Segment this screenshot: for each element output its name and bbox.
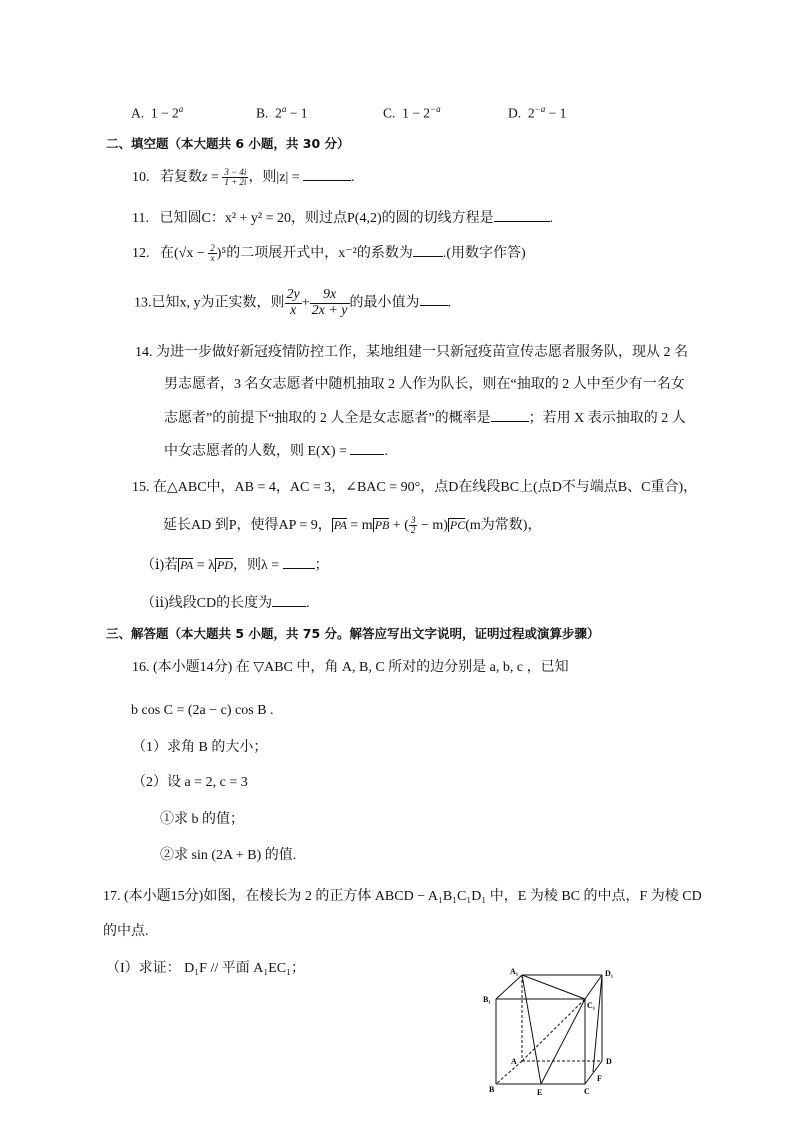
question-16-part-1: （1）求角 B 的大小；	[132, 740, 268, 755]
answer-blank-13[interactable]	[420, 293, 448, 306]
question-11: 11. 已知圆C：x² + y² = 20，则过点P(4,2)的圆的切线方程是 .	[132, 211, 554, 226]
question-16-sub-2: ②求 sin (2A + B) 的值.	[160, 848, 297, 863]
question-16-line-1: 16. (本小题14分) 在 ▽ABC 中，角 A, B, C 所对的边分别是 a, b, c ，已知	[132, 660, 569, 675]
question-14-line-4: 中女志愿者的人数，则 E(X) = .	[164, 444, 388, 459]
question-15-line-2: 延长AD 到P，使得AP = 9， PA = m PB + ( $\frac{3}{2}$ − m) PC(m为常数)，	[163, 515, 542, 536]
question-17-line-2: 的中点.	[103, 924, 149, 939]
question-17-part-1: （I）求证： D₁F // 平面 A₁EC₁；	[106, 961, 305, 976]
label-d1: D₁	[605, 969, 614, 978]
question-16-line-2: b cos C = (2a − c) cos B .	[131, 703, 274, 718]
label-c: C	[584, 1087, 590, 1096]
segment-a1-c1	[522, 975, 585, 999]
edge-a1-b1	[496, 975, 522, 999]
question-15-part-i: （ⅰ)若 PA = λ PD，则λ = ；	[141, 558, 329, 573]
answer-blank-12[interactable]	[413, 244, 443, 257]
option-a: A. $1 - 2^a$	[131, 104, 184, 121]
label-c1: C₁	[587, 1001, 596, 1010]
segment-a1-e	[522, 975, 541, 1084]
segment-d1-f	[593, 975, 602, 1072]
edge-d1-c1	[585, 975, 602, 999]
question-17-line-1: 17. (本小题15分)如图，在棱长为 2 的正方体 ABCD − A₁B₁C₁D₁ 中，E 为棱 BC 的中点，F 为棱 CD	[103, 889, 702, 904]
answer-blank-15ii[interactable]	[272, 594, 306, 607]
section-2-heading: 二、填空题（本大题共 6 小题，共 30 分）	[106, 136, 350, 151]
option-c: C. $1 - 2^{-a}$	[383, 104, 441, 121]
question-15-part-ii: （ⅱ)线段CD的长度为 .	[141, 596, 310, 611]
section-3-heading: 三、解答题（本大题共 5 小题，共 75 分。解答应写出文字说明，证明过程或演算步骤）	[106, 626, 600, 641]
question-15-line-1: 15. 在△ABC中，AB = 4，AC = 3，∠BAC = 90°，点D在线段BC上(点D不与端点B、C重合)，	[132, 480, 698, 495]
answer-blank-15i[interactable]	[283, 556, 315, 569]
question-12: 12. 在(√x − $\frac{2}{x}$ )⁵的二项展开式中，x⁻²的系数为 .(用数字作答)	[132, 243, 526, 264]
question-16-part-2: （2）设 a = 2, c = 3	[132, 775, 248, 790]
label-f: F	[597, 1074, 602, 1083]
label-d: D	[606, 1057, 612, 1066]
answer-blank-10[interactable]	[303, 168, 351, 181]
question-16-sub-1: ①求 b 的值；	[160, 812, 244, 827]
label-a: A	[511, 1057, 517, 1066]
label-a1: A₁	[510, 967, 519, 976]
answer-blank-11[interactable]	[494, 209, 550, 222]
question-14-line-1: 14. 为进一步做好新冠疫情防控工作，某地组建一只新冠疫苗宣传志愿者服务队，现从 2 名	[135, 345, 688, 360]
option-b: B. $2^a - 1$	[256, 104, 308, 121]
question-10: 10. 若复数z = $\frac{3 - 4i}{1 + 2i}$ ，则|z| = .	[132, 167, 355, 188]
cube-figure	[480, 965, 620, 1100]
segment-c1-e	[541, 999, 585, 1084]
question-14-line-2: 男志愿者，3 名女志愿者中随机抽取 2 人作为队长，则在“抽取的 2 人中至少有一名女	[164, 377, 685, 392]
answer-blank-14b[interactable]	[350, 442, 384, 455]
question-14-line-3: 志愿者”的前提下“抽取的 2 人全是女志愿者”的概率是 ；若用 X 表示抽取的 2 人	[164, 411, 686, 426]
label-b1: B₁	[483, 995, 491, 1004]
label-e: E	[537, 1088, 543, 1097]
label-b: B	[489, 1085, 495, 1094]
question-13: 13.已知x, y为正实数，则 $\frac{2y}{x}$ + $\frac{9x}{2x + y}$ 的最小值为 .	[134, 287, 451, 318]
answer-blank-14a[interactable]	[491, 409, 529, 422]
hidden-edge-a-b	[496, 1061, 522, 1084]
option-d: D. $2^{-a} - 1$	[508, 104, 567, 121]
